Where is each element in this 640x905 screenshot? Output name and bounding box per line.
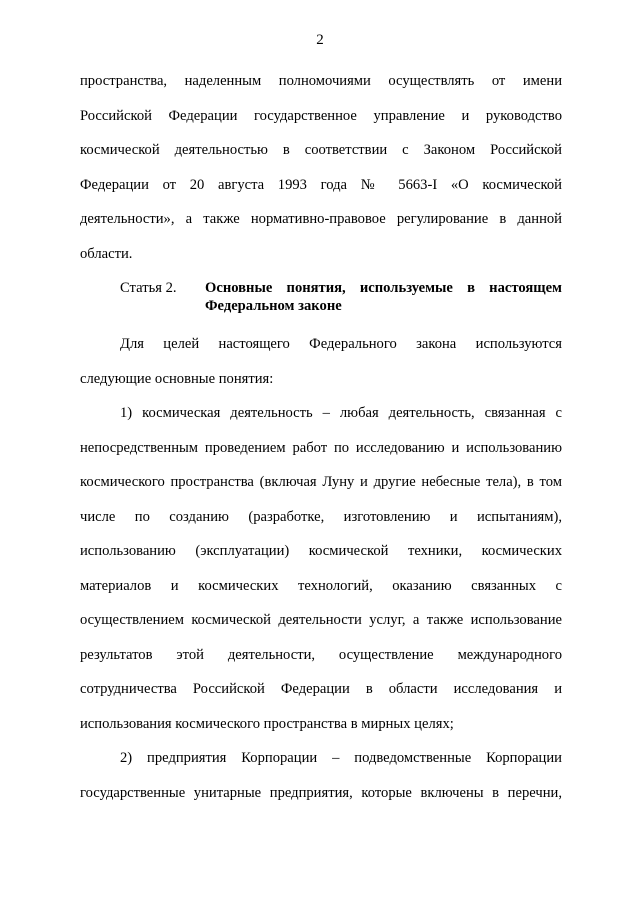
article-heading — [80, 279, 562, 315]
text-line: космического пространства (включая Луну и другие небесные тела), в том — [80, 474, 562, 490]
text-line: использования космического пространства в мирных целях; — [80, 715, 454, 732]
text-line: материалов и космических технологий, оказанию связанных с — [80, 577, 562, 594]
text-line: Федерации от 20 августа 1993 года № 5663-I «О космической — [80, 176, 562, 193]
article-number: Статья 2. — [120, 280, 177, 296]
text-line: следующие основные понятия: — [80, 370, 274, 387]
page-number: 2 — [316, 32, 324, 48]
text-line: 2) предприятия Корпорации – подведомственные Корпорации — [120, 750, 562, 766]
text-line: пространства, наделенным полномочиями осуществлять от имени — [80, 73, 562, 89]
article-title: Основные понятия, используемые в настоящем Федеральном законе — [205, 280, 562, 314]
text-line: результатов этой деятельности, осуществление международного — [80, 646, 562, 663]
text-line: числе по созданию (разработке, изготовлению и испытаниям), — [80, 508, 562, 525]
text-line: непосредственным проведением работ по исследованию и использованию — [80, 439, 562, 456]
text-line: космической деятельностью в соответствии с Законом Российской — [80, 142, 562, 158]
document-body — [80, 64, 562, 810]
text-line: деятельности», а также нормативно-правовое регулирование в данной — [80, 211, 562, 227]
text-line: области. — [80, 245, 133, 262]
text-line: Российской Федерации государственное управление и руководство — [80, 107, 562, 124]
text-line: использованию (эксплуатации) космической техники, космических — [80, 543, 562, 559]
text-line: сотрудничества Российской Федерации в области исследования и — [80, 681, 562, 697]
text-line: 1) космическая деятельность – любая деятельность, связанная с — [120, 405, 562, 421]
text-line: Для целей настоящего Федерального закона используются — [120, 336, 562, 352]
text-line: осуществлением космической деятельности услуг, а также использование — [80, 612, 562, 628]
text-line: государственные унитарные предприятия, которые включены в перечни, — [80, 784, 562, 801]
